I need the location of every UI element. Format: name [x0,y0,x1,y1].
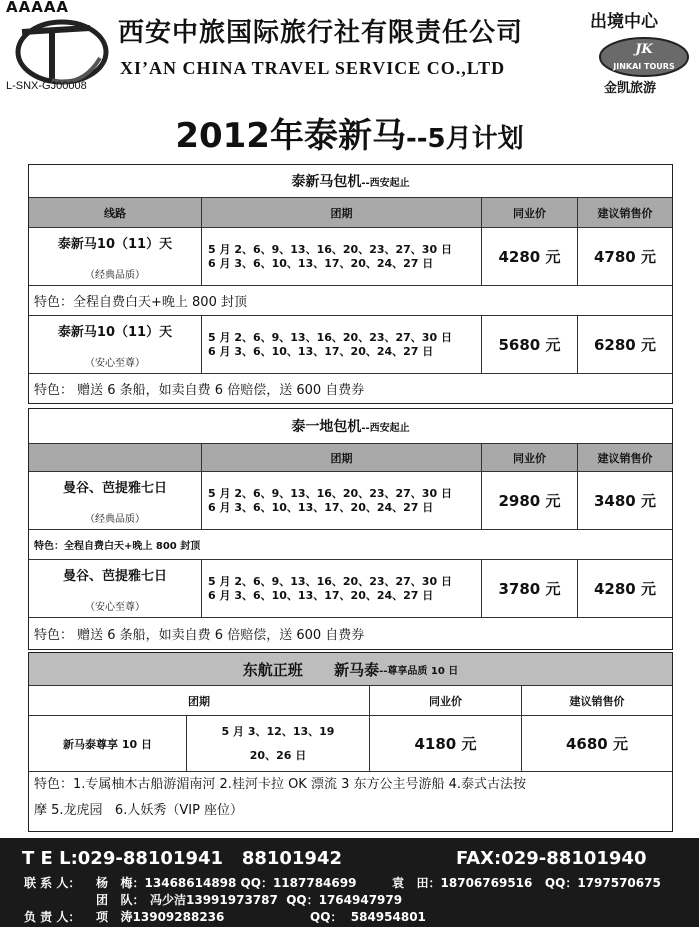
company-name-en: XI’AN CHINA TRAVEL SERVICE CO.,LTD [120,58,506,78]
tel-line: T E L:029-88101941 88101942 [22,848,343,869]
feature-note: 特色：全程自费白天+晚上 800 封顶 [34,295,247,310]
col-header-dates: 团期 [201,198,481,227]
dates-jun: 6 月 3、6、10、13、17、20、24、27 日 [208,588,434,602]
manager: 项 涛13909288236 [96,910,225,924]
section-eastern-airlines [28,652,673,832]
section-title: 东航正班 新马泰 --尊享品质 10 日 [242,660,459,679]
route-grade: （经典品质） [85,513,145,525]
manager-qq: QQ： 584954801 [310,910,426,924]
svg-text:JK: JK [635,42,653,57]
col-header-route: 线路 [29,198,201,227]
rating-label: AAAAA [6,0,70,16]
trade-price: 5680 元 [481,316,577,373]
retail-price: 4280 元 [577,560,672,617]
outbound-center-label: 出境中心 [590,12,658,32]
section-title: 泰一地包机 --西安起止 [291,419,410,435]
dates-jun: 6 月 3、6、10、13、17、20、24、27 日 [208,256,434,270]
retail-price: 4780 元 [577,228,672,285]
partner-name: 金凯旅游 [604,81,657,96]
dates-may: 5 月 2、6、9、13、16、20、23、27、30 日 [208,242,452,256]
route-name: 泰新马10（11）天 [57,324,173,340]
col-header-trade-price: 同业价 [481,444,577,471]
manager-label: 负 责 人： [24,910,81,924]
page-title [0,108,699,157]
feature-line1: 特色：1.专属柚木古船游湄南河 2.桂河卡拉 OK 漂流 3 东方公主号游船 4.泰式古法按 [34,777,527,792]
title-suffix: --5月计划 [405,124,524,154]
contact-1: 杨 梅：13468614898 QQ：1187784699 [96,876,357,890]
table-row [29,559,672,617]
col-header-retail-price: 建议销售价 [577,198,672,227]
col-header-dates: 团期 [188,694,210,708]
retail-price: 4680 元 [521,716,672,771]
feature-note: 特色： 赠送 6 条船，如卖自费 6 倍赔偿，送 600 自费券 [34,628,365,643]
retail-price: 6280 元 [577,316,672,373]
fax-line: FAX:029-88101940 [456,848,647,869]
col-header-dates: 团期 [201,444,481,471]
col-header-trade-price: 同业价 [369,686,521,715]
trade-price: 4180 元 [369,716,521,771]
feature-note: 特色： 赠送 6 条船，如卖自费 6 倍赔偿，送 600 自费券 [34,383,365,398]
trade-price: 3780 元 [481,560,577,617]
partner-logo [598,36,690,78]
feature-note: 特色：全程自费白天+晚上 800 封顶 [34,541,201,552]
section-thai-sg-my-charter [28,164,673,404]
license-number: L-SNX-GJ00008 [6,80,87,92]
company-logo [12,10,112,88]
col-header-retail-price: 建议销售价 [577,444,672,471]
col-header-trade-price: 同业价 [481,198,577,227]
feature-note [29,772,672,831]
contact-2: 袁 田：18706769516 QQ：1797570675 [392,876,661,890]
route-name: 曼谷、芭提雅七日 [62,480,167,496]
retail-price: 3480 元 [577,472,672,529]
route-name: 曼谷、芭提雅七日 [62,568,167,584]
col-header-retail-price: 建议销售价 [521,686,672,715]
dates-may: 5 月 2、6、9、13、16、20、23、27、30 日 [208,330,452,344]
trade-price: 4280 元 [481,228,577,285]
contact-footer [0,838,699,927]
title-main: 2012年泰新马 [175,116,406,156]
company-name-cn: 西安中旅国际旅行社有限责任公司 [118,18,524,48]
group-label: 团 队： [96,893,145,907]
dates-jun: 6 月 3、6、10、13、17、20、24、27 日 [208,500,434,514]
contact-label: 联 系 人： [24,876,81,890]
dates-line2: 20、26 日 [249,748,307,762]
dates-line1: 5 月 3、12、13、19 [221,724,335,738]
table-row [29,315,672,373]
group-contact: 冯少洁13991973787 QQ：1764947979 [150,893,403,907]
route-grade: （经典品质） [85,269,145,281]
table-row [29,715,672,771]
route-name: 新马泰尊享 10 日 [63,737,152,751]
route-grade: （安心至尊） [85,601,145,613]
dates-may: 5 月 2、6、9、13、16、20、23、27、30 日 [208,486,452,500]
route-grade: （安心至尊） [85,357,145,369]
trade-price: 2980 元 [481,472,577,529]
dates-jun: 6 月 3、6、10、13、17、20、24、27 日 [208,344,434,358]
feature-line2: 摩 5.龙虎园 6.人妖秀（VIP 座位） [34,803,244,818]
col-header-route [29,444,201,471]
section-thailand-charter [28,408,673,650]
section-title: 泰新马包机 --西安起止 [291,174,410,190]
partner-logo-text: JINKAI TOURS [613,62,675,71]
route-name: 泰新马10（11）天 [57,236,173,252]
table-row [29,227,672,285]
dates-may: 5 月 2、6、9、13、16、20、23、27、30 日 [208,574,452,588]
table-row [29,471,672,529]
